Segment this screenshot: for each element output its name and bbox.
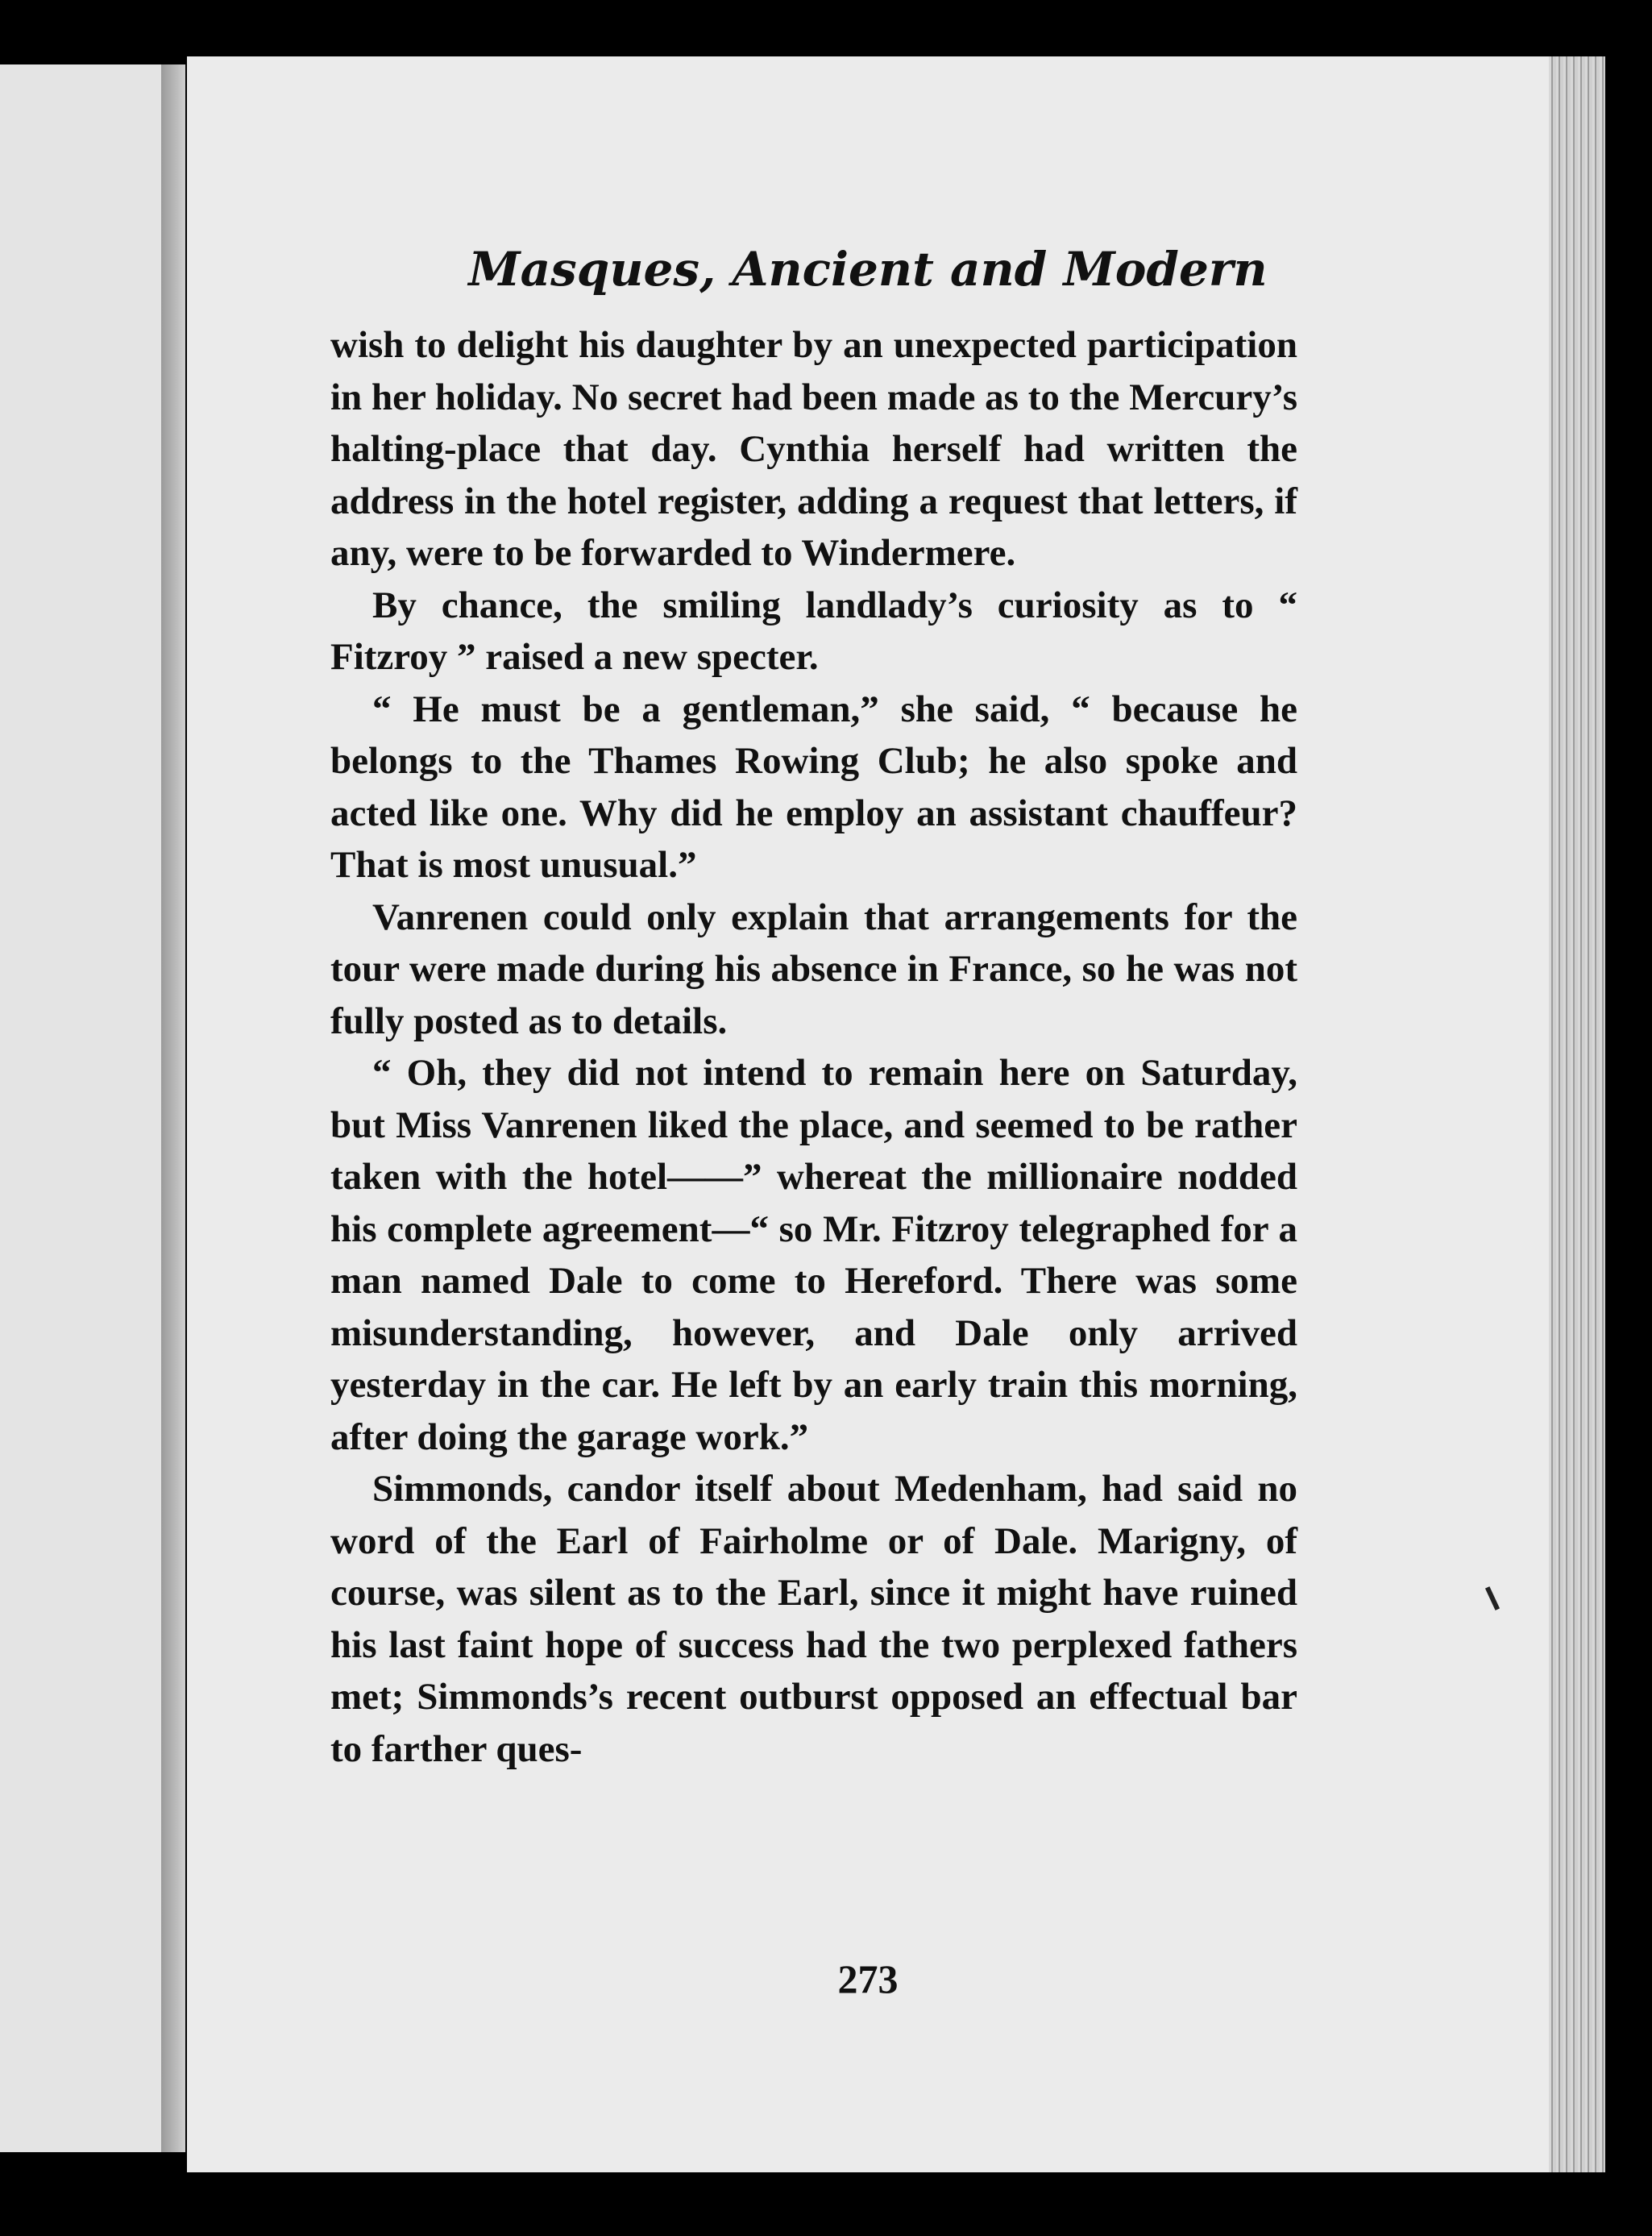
paragraph: Vanrenen could only explain that arrangements for the tour were made during his absence in France, so he was not fully posted as to details. [330, 896, 1297, 1042]
paragraph: “ He must be a gentleman,” she said, “ because he belongs to the Thames Rowing Club; he also spoke and acted like one. Why did he employ an assistant chauffeur? That is most unusual.” [330, 688, 1297, 886]
body-text [330, 319, 1297, 1775]
paragraph: Simmonds, candor itself about Medenham, had said no word of the Earl of Fairholme or of Dale. Marigny, of course, was silent as to the Earl, since it might have ruined his last faint hope of success had the two perplexed fathers met; Simmonds’s recent outburst opposed an effectual bar to farther ques- [330, 1468, 1297, 1770]
right-page-edges [1549, 56, 1605, 2172]
running-head: Masques, Ancient and Modern [468, 242, 1268, 297]
paragraph: “ Oh, they did not intend to remain here on Saturday, but Miss Vanrenen liked the place, and seemed to be rather taken with the hotel——” whereat the millionaire nodded his complete agreement—“ so Mr. Fitzroy telegraphed for a man named Dale to come to Hereford. There was some misunderstanding, however, and Dale only arrived yesterday in the car. He left by an early train this morning, after doing the garage work.” [330, 1052, 1297, 1458]
left-page-edge [0, 64, 172, 2152]
page-number: 273 [837, 1956, 899, 2001]
gutter-shadow [161, 64, 185, 2152]
book-page [187, 56, 1549, 2172]
paragraph: By chance, the smiling landlady’s curiosity as to “ Fitzroy ” raised a new specter. [330, 584, 1297, 678]
paragraph: wish to delight his daughter by an unexpected participation in her holiday. No secret had been made as to the Mercury’s halting-place that day. Cynthia herself had written the address in the hotel register, adding a request that letters, if any, were to be forwarded to Windermere. [330, 324, 1297, 574]
